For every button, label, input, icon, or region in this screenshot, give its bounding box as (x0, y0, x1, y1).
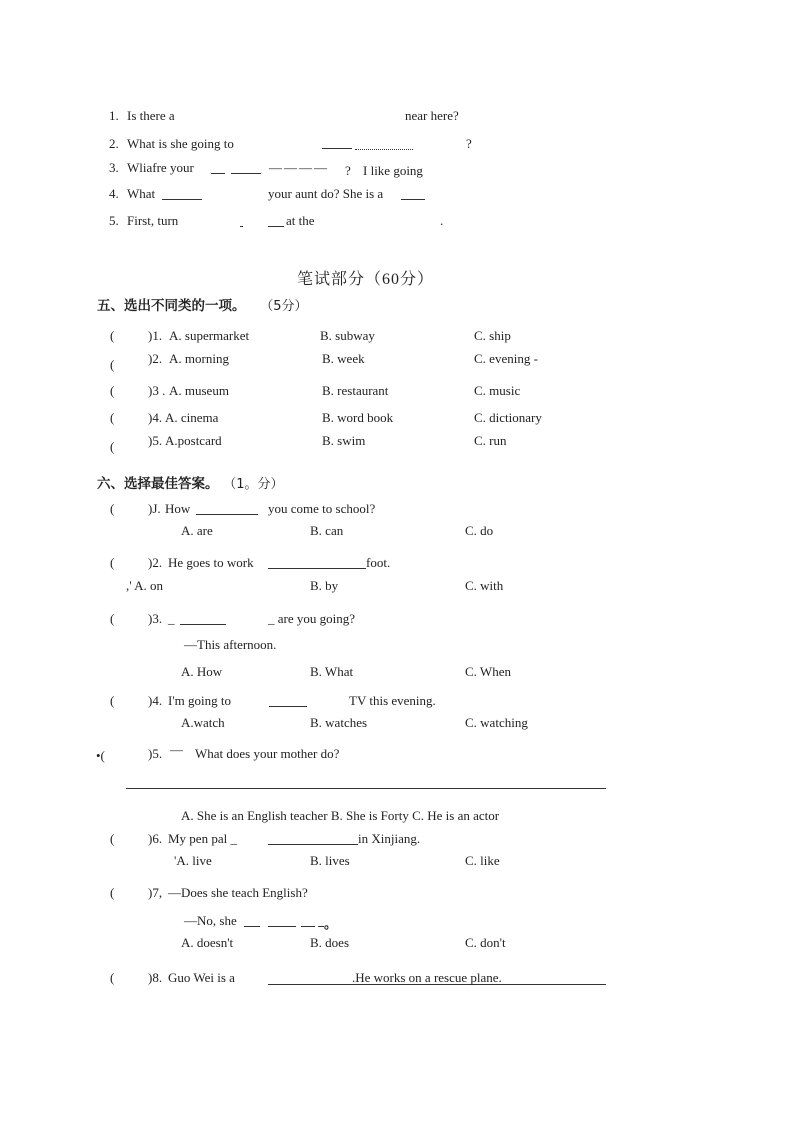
option-c: C. with (465, 578, 504, 593)
answer-blank (355, 146, 413, 150)
item-number: 2. (109, 136, 119, 151)
answer-paren: ( (110, 501, 115, 516)
option-a: A. cinema (165, 410, 219, 425)
section-six-heading (97, 476, 283, 493)
option-c: C. evening - (474, 351, 538, 366)
answer-paren: ( (110, 885, 115, 900)
question-text: _ are you going? (268, 611, 356, 626)
sentence-text: ? (466, 136, 472, 151)
item-number: 3. (109, 160, 119, 175)
section-score: （5分） (260, 299, 308, 314)
option-a: A. supermarket (169, 328, 250, 343)
option-a: A. museum (169, 383, 229, 398)
option-c: C. dictionary (474, 410, 542, 425)
end-mark: 。 (324, 916, 338, 931)
question-number: )4. (148, 693, 163, 708)
answer-paren: ( (110, 410, 115, 425)
item-number: 4. (109, 186, 119, 201)
reply-text: —No, she (184, 913, 237, 928)
item-number: 5. (109, 213, 119, 228)
question-number: )5. (148, 746, 163, 761)
options-line: A. She is an English teacher B. She is Forty C. He is an actor (181, 808, 500, 823)
sentence-text: What is she going to (127, 136, 234, 151)
question-text: you come to school? (268, 501, 376, 516)
question-number: )3. (148, 611, 163, 626)
question-text: How (165, 501, 191, 516)
sentence-text: I like going (363, 163, 423, 178)
sentence-text: at the (286, 213, 315, 228)
reply-text: —This afternoon. (184, 637, 277, 652)
option-a: ,' A. on (126, 578, 164, 593)
option-b: B. swim (322, 433, 366, 448)
question-number: )2. (148, 351, 163, 366)
option-a: A. How (181, 664, 223, 679)
option-b: B. can (310, 523, 344, 538)
section-five-heading (97, 298, 307, 315)
option-b: B. watches (310, 715, 368, 730)
option-b: B. does (310, 935, 349, 950)
question-number: )1. (148, 328, 163, 343)
sentence-text: your aunt do? She is a (268, 186, 384, 201)
answer-blank (268, 844, 358, 845)
answer-blank (244, 926, 260, 927)
question-text: TV this evening. (349, 693, 436, 708)
question-number: )4. (148, 410, 163, 425)
sentence-text: near here? (405, 108, 459, 123)
option-c: C. like (465, 853, 500, 868)
option-c: C. do (465, 523, 494, 538)
question-text: in Xinjiang. (358, 831, 421, 846)
sentence-text: What (127, 186, 156, 201)
option-a: A. doesn't (181, 935, 234, 950)
option-a: A.watch (181, 715, 225, 730)
option-c: C. run (474, 433, 507, 448)
answer-blank (268, 568, 366, 569)
option-b: B. week (322, 351, 365, 366)
question-text: Guo Wei is a (168, 970, 235, 985)
option-b: B. restaurant (322, 383, 389, 398)
answer-paren: ( (110, 439, 115, 454)
question-number: )7, (148, 885, 163, 900)
answer-blank (301, 926, 315, 927)
sentence-text: First, turn (127, 213, 179, 228)
option-c: C. ship (474, 328, 511, 343)
answer-paren: ( (110, 831, 115, 846)
answer-blank (211, 173, 225, 174)
sentence-text: ? (345, 163, 351, 178)
question-text: What does your mother do? (195, 746, 340, 761)
sentence-text: Is there a (127, 108, 175, 123)
question-text: —Does she teach English? (168, 885, 308, 900)
option-b: B. lives (310, 853, 350, 868)
answer-paren: ( (110, 555, 115, 570)
answer-dash: ———— (269, 160, 329, 175)
answer-paren: ( (110, 357, 115, 372)
answer-paren: ( (110, 383, 115, 398)
item-number: 1. (109, 108, 119, 123)
question-number: )3 . (148, 383, 166, 398)
answer-blank (322, 148, 352, 149)
question-number: )8. (148, 970, 163, 985)
answer-paren: ( (110, 693, 115, 708)
answer-blank (231, 173, 261, 174)
answer-blank (196, 514, 258, 515)
option-c: C. music (474, 383, 521, 398)
dialog-dash: — (170, 742, 183, 757)
answer-blank (240, 226, 243, 227)
question-number: )6. (148, 831, 163, 846)
option-a: A. morning (169, 351, 229, 366)
question-text: .He works on a rescue plane. (352, 970, 502, 985)
written-part-title: 笔试部分（60分） (297, 271, 435, 288)
option-b: B. subway (320, 328, 375, 343)
question-text: _ (168, 611, 175, 626)
answer-blank (268, 926, 296, 927)
question-text: I'm going to (168, 693, 232, 708)
answer-paren: ( (110, 328, 115, 343)
question-text: foot. (366, 555, 391, 570)
sentence-text: Wliafre your (127, 160, 194, 175)
option-b: B. by (310, 578, 339, 593)
answer-blank (180, 624, 226, 625)
answer-blank (401, 199, 425, 200)
section-score: （1。分） (223, 477, 284, 492)
answer-paren: ( (110, 970, 115, 985)
option-c: C. When (465, 664, 511, 679)
sentence-text: . (440, 213, 444, 228)
question-text: My pen pal _ (168, 831, 237, 846)
answer-line (126, 788, 606, 789)
section-heading-text: 五、选出不同类的一项。 (97, 298, 246, 314)
option-b: B. What (310, 664, 354, 679)
option-c: C. don't (465, 935, 506, 950)
option-a: 'A. live (174, 853, 212, 868)
option-a: A.postcard (165, 433, 222, 448)
question-text: He goes to work (168, 555, 254, 570)
option-b: B. word book (322, 410, 394, 425)
option-a: A. are (181, 523, 213, 538)
answer-paren: •( (96, 748, 105, 763)
option-c: C. watching (465, 715, 528, 730)
answer-paren: ( (110, 611, 115, 626)
question-number: )5. (148, 433, 163, 448)
question-number: )2. (148, 555, 163, 570)
answer-blank (162, 199, 202, 200)
answer-blank (268, 226, 284, 227)
question-number: )J. (148, 501, 161, 516)
answer-blank (269, 706, 307, 707)
section-heading-text: 六、选择最佳答案。 (97, 476, 219, 492)
